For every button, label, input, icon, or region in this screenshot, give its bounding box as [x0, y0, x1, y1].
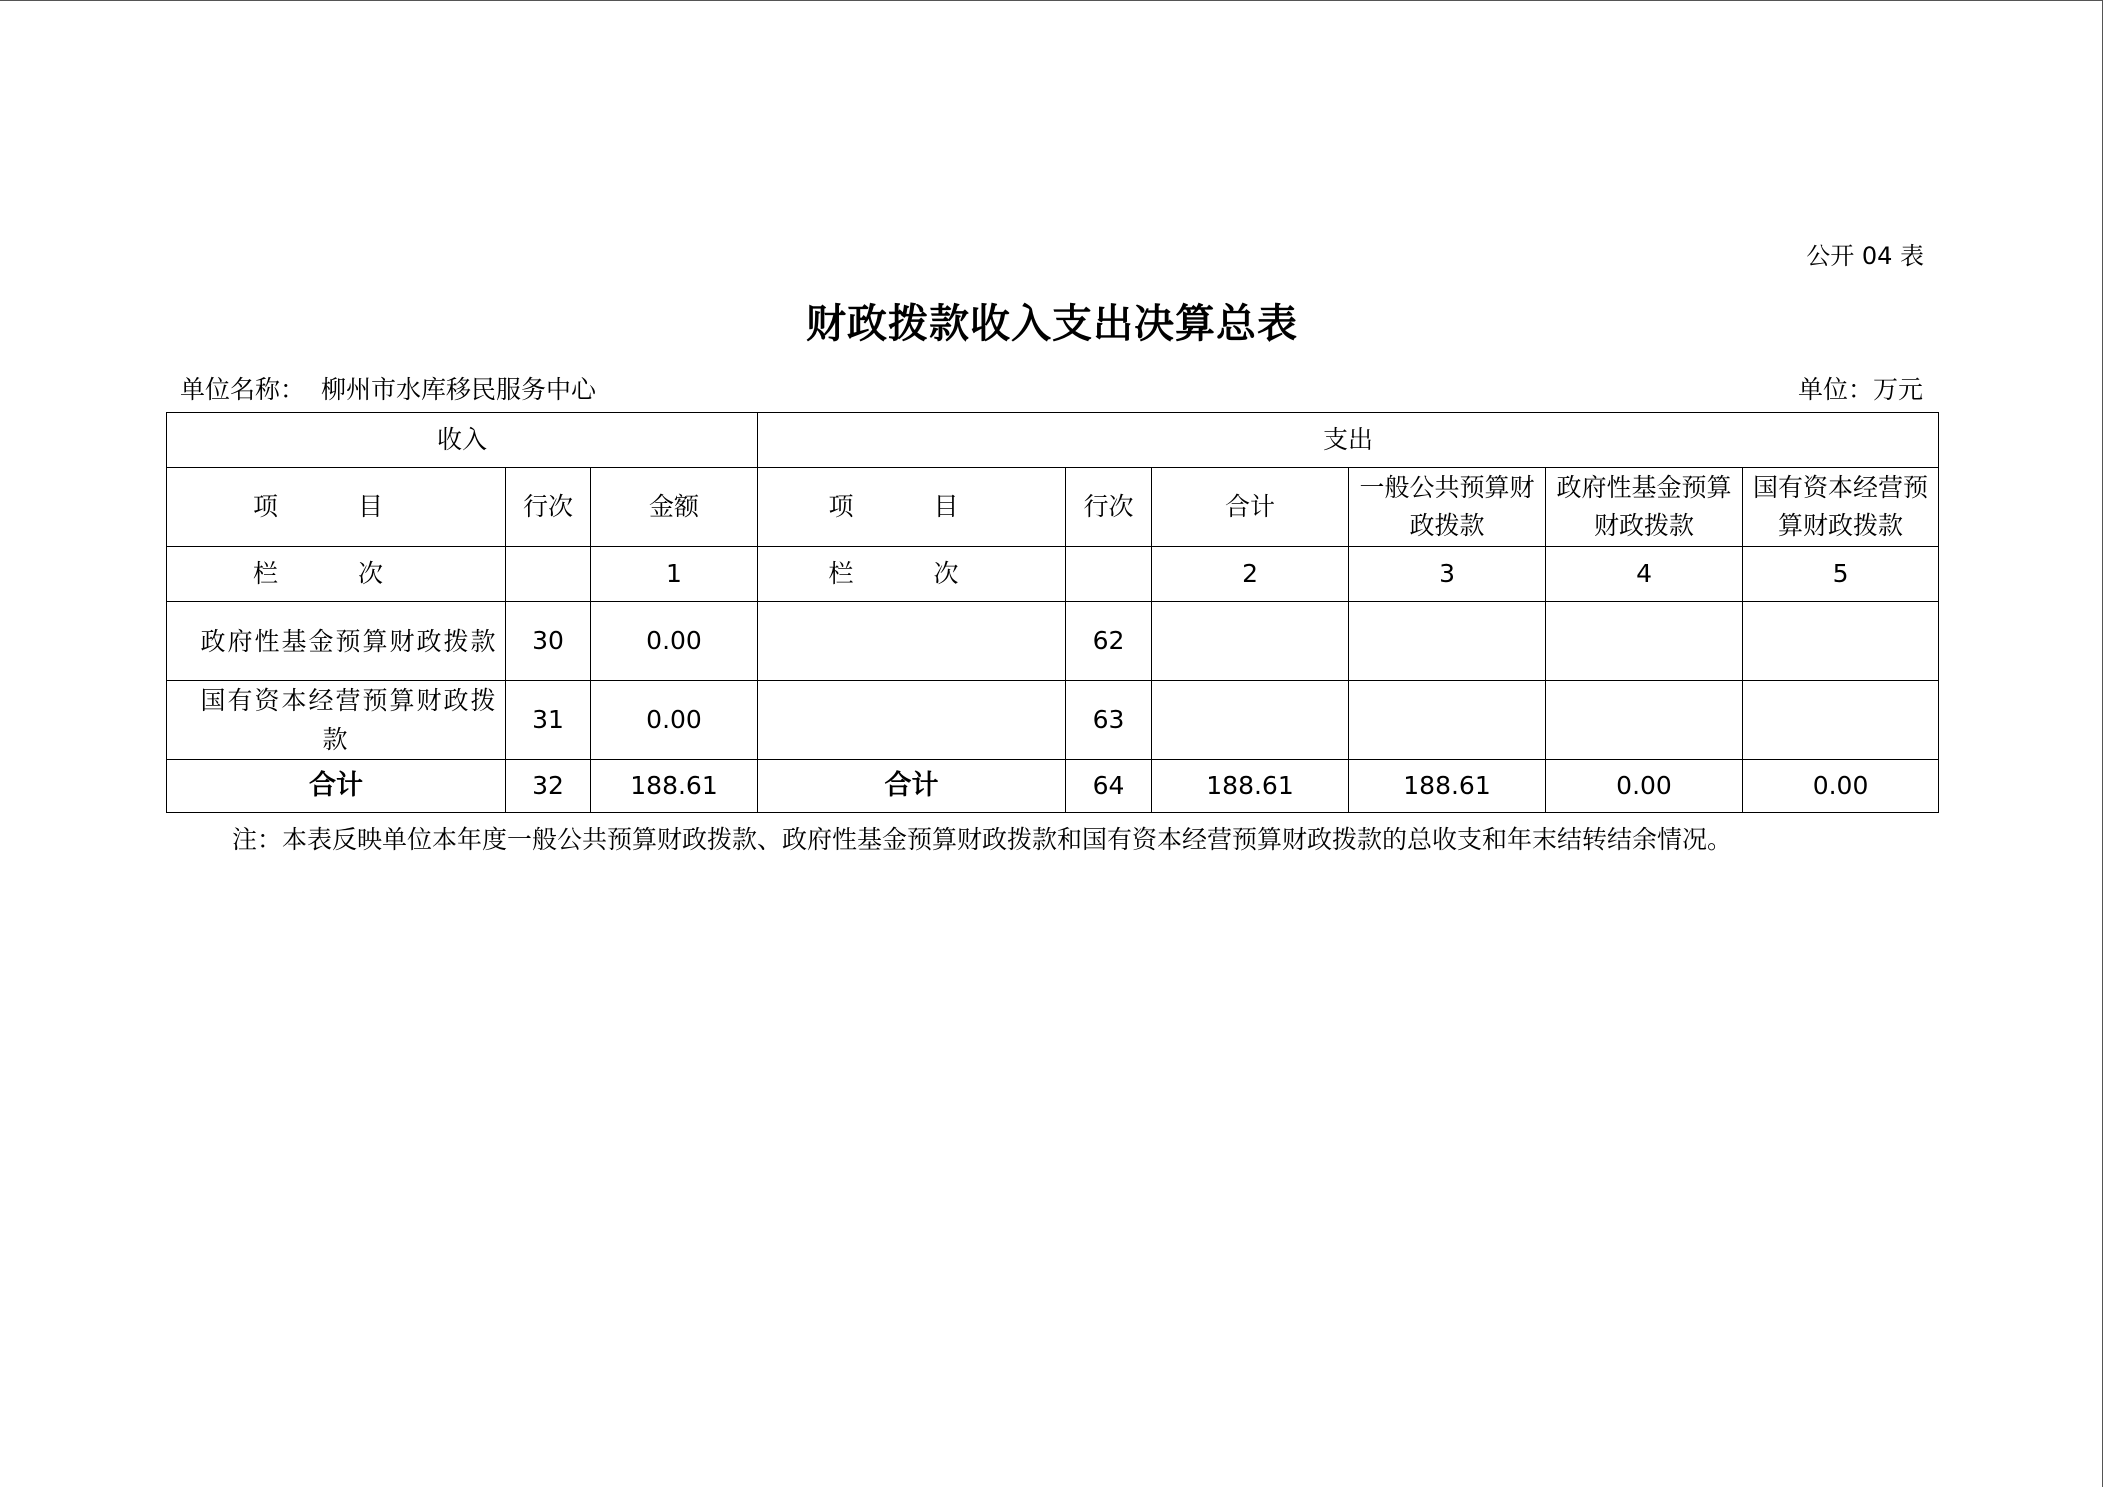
- section-header-row: [167, 413, 1939, 468]
- expense-header: 支出: [758, 413, 1939, 468]
- expense-total-amount: 188.61: [1152, 760, 1349, 813]
- expense-total-header: 合计: [1152, 468, 1349, 547]
- income-row-number: 30: [506, 602, 591, 681]
- income-item-header: [167, 468, 506, 547]
- column-header-row: [167, 468, 1939, 547]
- expense-row-number: 63: [1066, 681, 1152, 760]
- expense-index-4: 4: [1546, 547, 1743, 602]
- income-amount: 0.00: [591, 681, 758, 760]
- page-title: 财政拨款收入支出决算总表: [806, 301, 1298, 347]
- income-row-header: 行次: [506, 468, 591, 547]
- appropriation-table: [166, 412, 1939, 813]
- total-row: [167, 760, 1939, 813]
- fund-budget-header: 政府性基金预算财政拨款: [1546, 468, 1743, 547]
- expense-row-number: 62: [1066, 602, 1152, 681]
- expense-index-label-text: 栏 次: [828, 559, 995, 588]
- general-budget-cell: [1349, 602, 1546, 681]
- column-index-row: [167, 547, 1939, 602]
- expense-index-2: 2: [1152, 547, 1349, 602]
- income-header: 收入: [167, 413, 758, 468]
- expense-item: [758, 681, 1066, 760]
- expense-total-row-number: 64: [1066, 760, 1152, 813]
- state-capital-cell: [1743, 681, 1939, 760]
- income-item: [167, 681, 506, 760]
- income-index-label: [167, 547, 506, 602]
- state-capital-total: 0.00: [1743, 760, 1939, 813]
- fund-budget-cell: [1546, 681, 1743, 760]
- state-capital-header: 国有资本经营预算财政拨款: [1743, 468, 1939, 547]
- expense-item: [758, 602, 1066, 681]
- expense-total-cell: [1152, 681, 1349, 760]
- general-budget-cell: [1349, 681, 1546, 760]
- fund-budget-cell: [1546, 602, 1743, 681]
- expense-index-label: [758, 547, 1066, 602]
- expense-index-5: 5: [1743, 547, 1939, 602]
- general-budget-total: 188.61: [1349, 760, 1546, 813]
- currency-unit: 单位：万元: [1797, 375, 1923, 404]
- table-note: 注：本表反映单位本年度一般公共预算财政拨款、政府性基金预算财政拨款和国有资本经营预算财政拨款的总收支和年末结转结余情况。: [232, 825, 1733, 854]
- income-index-label-text: 栏 次: [253, 559, 419, 588]
- income-index-row: [506, 547, 591, 602]
- income-total-label: 合计: [167, 760, 506, 813]
- income-item-text: 政府性基金预算财政拨款: [200, 626, 498, 656]
- income-row-number: 31: [506, 681, 591, 760]
- income-total-row-number: 32: [506, 760, 591, 813]
- table-row: [167, 602, 1939, 681]
- table-row: [167, 681, 1939, 760]
- general-budget-header: 一般公共预算财政拨款: [1349, 468, 1546, 547]
- income-item-header-label: 项 目: [253, 492, 419, 521]
- income-amount: 0.00: [591, 602, 758, 681]
- state-capital-cell: [1743, 602, 1939, 681]
- expense-item-header: [758, 468, 1066, 547]
- income-item-text: 国有资本经营预算财政拨款: [200, 686, 498, 754]
- unit-name-value: 柳州市水库移民服务中心: [321, 375, 597, 404]
- expense-index-3: 3: [1349, 547, 1546, 602]
- expense-item-header-label: 项 目: [828, 492, 995, 521]
- expense-index-row: [1066, 547, 1152, 602]
- unit-name-label: 单位名称：: [180, 375, 306, 404]
- fund-budget-total: 0.00: [1546, 760, 1743, 813]
- income-item: [167, 602, 506, 681]
- income-total-amount: 188.61: [591, 760, 758, 813]
- expense-total-label: 合计: [758, 760, 1066, 813]
- form-number: 公开 04 表: [1806, 242, 1924, 270]
- expense-row-header: 行次: [1066, 468, 1152, 547]
- unit-name-line: [180, 370, 612, 406]
- income-amount-header: 金额: [591, 468, 758, 547]
- expense-total-cell: [1152, 602, 1349, 681]
- income-index-1: 1: [591, 547, 758, 602]
